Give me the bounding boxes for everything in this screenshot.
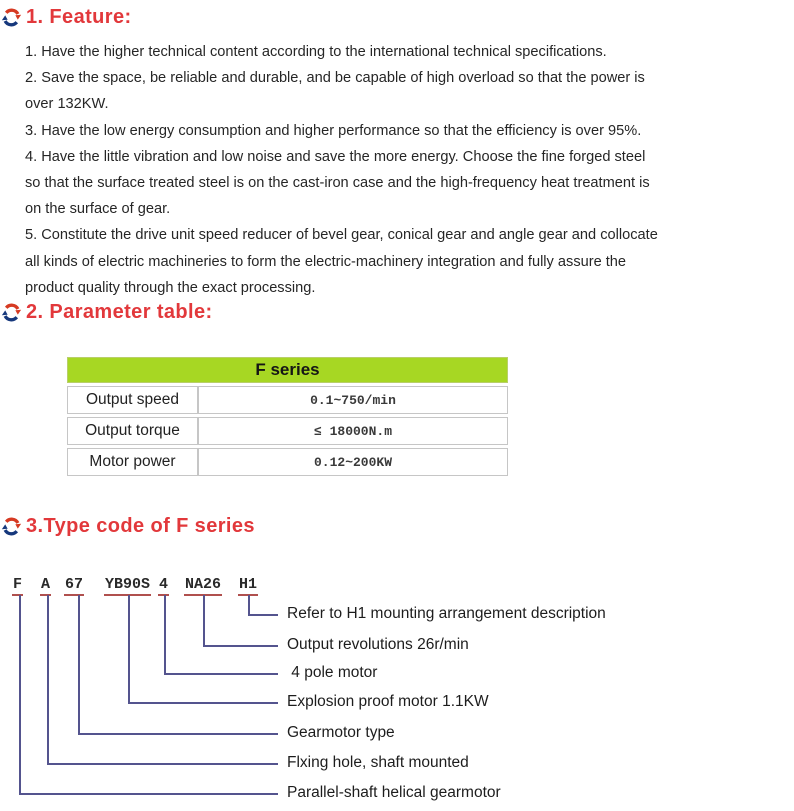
connector-line-4 [164,595,166,675]
param-value-cell: ≤ 18000N.m [198,417,508,445]
feature-line: 2. Save the space, be reliable and durable, and be capable of high overload so that the power is [25,70,645,87]
feature-line: 1. Have the higher technical content according to the international technical specifications. [25,44,607,60]
connector-line-f [19,793,278,795]
code-label-parallel-shaft: Parallel-shaft helical gearmotor [287,784,501,801]
param-value-cell: 0.1~750/min [198,386,508,414]
circular-arrows-icon [1,516,22,537]
connector-line-yb90s [128,595,130,704]
param-label-cell: Motor power [67,448,198,476]
code-label-gearmotor-type: Gearmotor type [287,724,395,741]
connector-line-h1 [248,595,250,616]
feature-line: on the surface of gear. [25,201,171,218]
connector-line-4 [164,673,278,675]
connector-line-na26 [203,595,205,647]
table-row [67,448,508,476]
code-token-67: 67 [64,576,84,596]
code-token-A: A [40,576,51,596]
param-label-cell: Output speed [67,386,198,414]
feature-line: all kinds of electric machineries to form the electric-machinery integration and fully assure the [25,253,627,270]
code-token-F: F [12,576,23,596]
section-title: 3.Type code of F series [26,515,255,537]
code-label-explosion-proof: Explosion proof motor 1.1KW [287,693,489,710]
feature-line: so that the surface treated steel is on the cast-iron case and the high-frequency heat treatment is [25,175,650,192]
section-heading-parameter-table [1,301,213,324]
connector-line-67 [78,595,80,735]
feature-line: 5. Constitute the drive unit speed reducer of bevel gear, conical gear and angle gear and collocate [25,227,658,244]
param-value-cell: 0.12~200KW [198,448,508,476]
code-label-fixing-hole: Flxing hole, shaft mounted [287,754,469,771]
connector-line-67 [78,733,278,735]
section-heading-type-code [1,515,255,538]
feature-line: 3. Have the low energy consumption and higher performance so that the efficiency is over 95%. [25,122,642,139]
parameter-table [67,354,508,479]
connector-line-na26 [203,645,278,647]
circular-arrows-icon [1,7,22,28]
table-header-row [67,357,508,383]
feature-line: over 132KW. [25,96,109,113]
code-token-4: 4 [158,576,169,596]
connector-line-a [47,763,278,765]
param-label-cell: Output torque [67,417,198,445]
section-title: 2. Parameter table: [26,301,213,323]
code-token-H1: H1 [238,576,258,596]
parameter-table-container [67,354,508,479]
section-heading-feature [1,6,132,29]
feature-list [25,39,765,301]
feature-line: 4. Have the little vibration and low noise and save the more energy. Choose the fine forged steel [25,148,646,165]
table-header-f-series: F series [67,357,508,383]
code-label-output-revs: Output revolutions 26r/min [287,636,469,653]
code-label-pole-motor: 4 pole motor [287,664,378,681]
circular-arrows-icon [1,302,22,323]
section-title: 1. Feature: [26,6,132,28]
connector-line-yb90s [128,702,278,704]
feature-line: product quality through the exact processing. [25,279,316,296]
connector-line-a [47,595,49,765]
table-row [67,386,508,414]
code-token-NA26: NA26 [184,576,222,596]
table-row [67,417,508,445]
connector-line-h1 [248,614,278,616]
code-label-h1-mounting: Refer to H1 mounting arrangement description [287,605,606,622]
type-code-diagram [0,570,794,811]
code-token-YB90S: YB90S [104,576,151,596]
connector-line-f [19,595,21,795]
